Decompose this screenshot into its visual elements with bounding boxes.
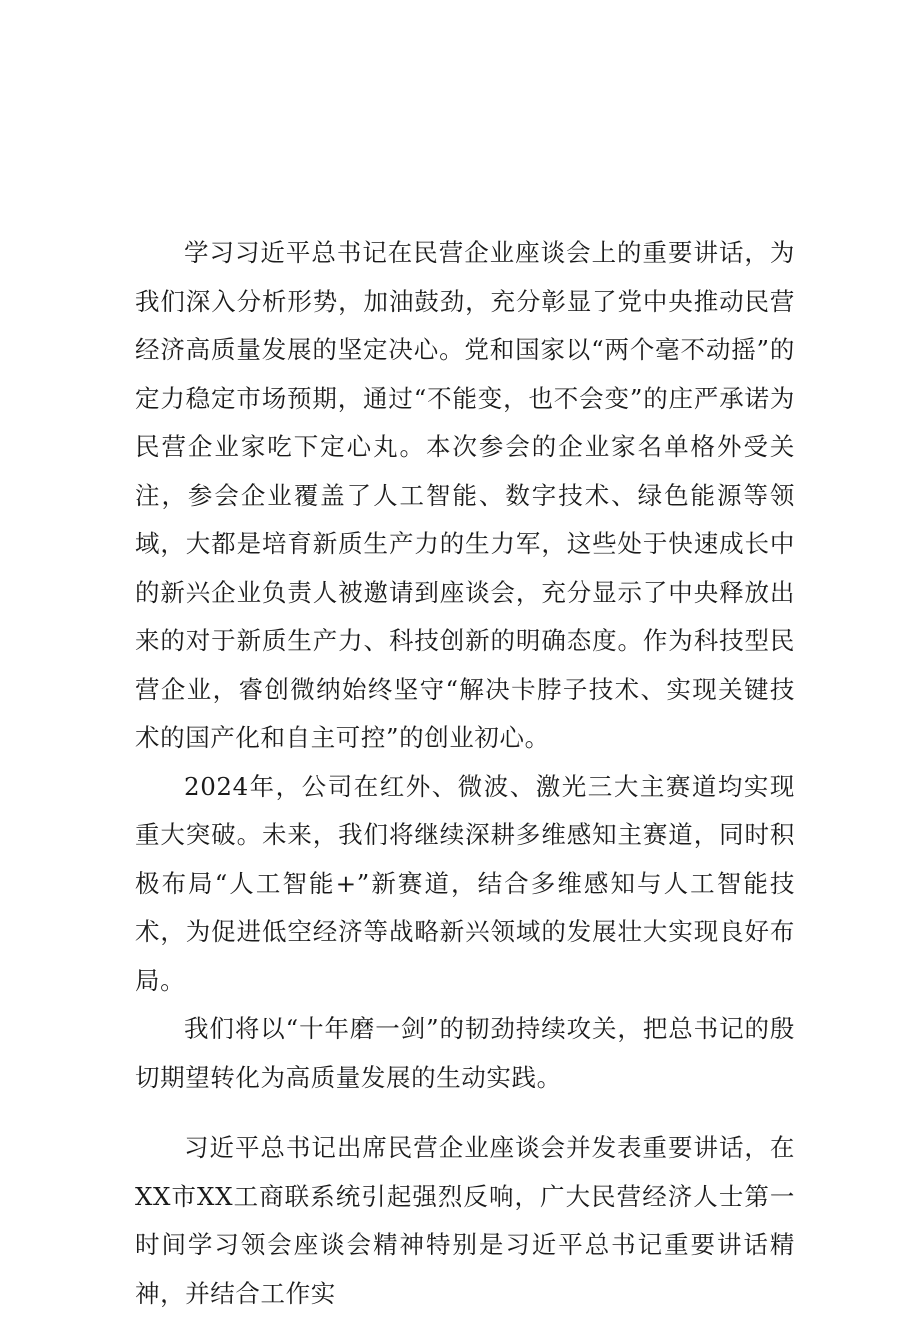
paragraph-4: 习近平总书记出席民营企业座谈会并发表重要讲话，在XX市XX工商联系统引起强烈反响，广大民营经济人士第一时间学习领会座谈会精神特别是习近平总书记重要讲话精神，并结合工作实 [135,1133,795,1308]
paragraph-2: 2024年，公司在红外、微波、激光三大主赛道均实现重大突破。未来，我们将继续深耕多维感知主赛道，同时积极布局“人工智能+”新赛道，结合多维感知与人工智能技术，为促进低空经济等战略新兴领域的发展壮大实现良好布局。 [135,771,795,995]
paragraph-3: 我们将以“十年磨一剑”的韧劲持续攻关，把总书记的殷切期望转化为高质量发展的生动实践。 [135,1014,795,1092]
document-body [135,229,795,1318]
paragraph-1: 学习习近平总书记在民营企业座谈会上的重要讲话，为我们深入分析形势，加油鼓劲，充分彰显了党中央推动民营经济高质量发展的坚定决心。党和国家以“两个毫不动摇”的定力稳定市场预期，通过“不能变，也不会变”的庄严承诺为民营企业家吃下定心丸。本次参会的企业家名单格外受关注，参会企业覆盖了人工智能、数字技术、绿色能源等领域，大都是培育新质生产力的生力军，这些处于快速成长中的新兴企业负责人被邀请到座谈会，充分显示了中央释放出来的对于新质生产力、科技创新的明确态度。作为科技型民营企业，睿创微纳始终坚守“解决卡脖子技术、实现关键技术的国产化和自主可控”的创业初心。 [135,238,795,752]
